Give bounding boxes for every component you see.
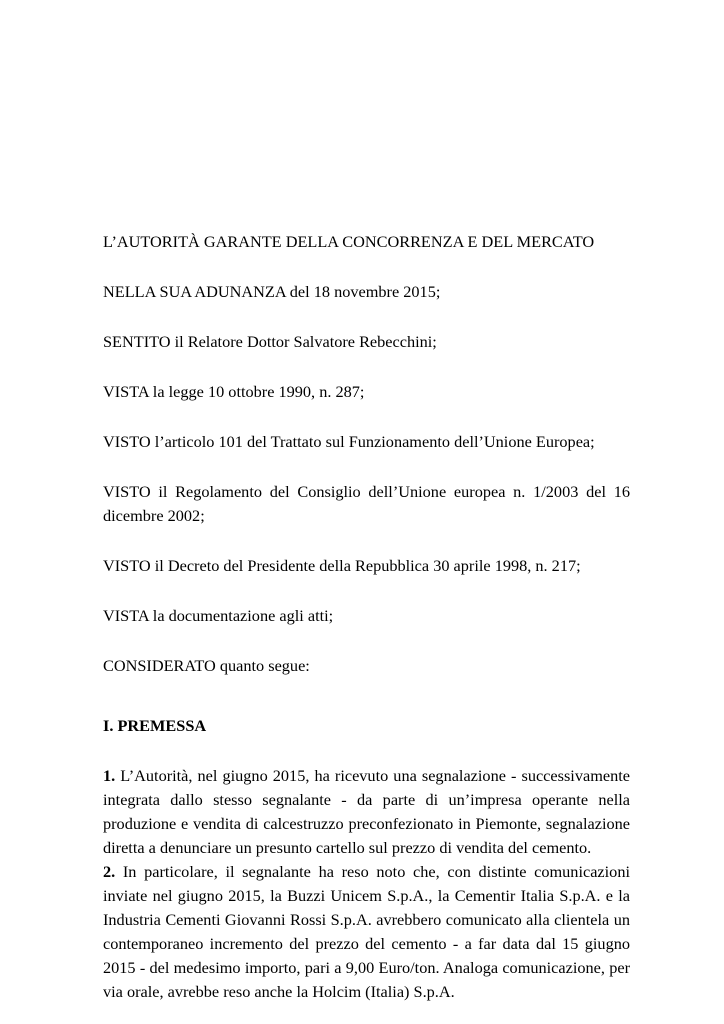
document-page	[103, 230, 630, 1004]
section-title: I. PREMESSA	[103, 716, 207, 735]
meeting-line: NELLA SUA ADUNANZA del 18 novembre 2015;	[103, 282, 441, 301]
paragraph-2-number: 2.	[103, 862, 116, 881]
law-line: VISTA la legge 10 ottobre 1990, n. 287;	[103, 382, 365, 401]
paragraph-1-text: L’Autorità, nel giugno 2015, ha ricevuto una segnalazione - successivamente integrata dallo stesso segnalante - da parte di un’impresa operante nella produzione e vendita di calcestruzzo preconfezionato in Piemonte, segnalazione diretta a denunciare un presunto cartello sul prezzo di vendita del cemento.	[103, 766, 630, 857]
treaty-article-line: VISTO l’articolo 101 del Trattato sul Funzionamento dell’Unione Europea;	[103, 432, 595, 451]
paragraph-2-text: In particolare, il segnalante ha reso noto che, con distinte comunicazioni inviate nel giugno 2015, la Buzzi Unicem S.p.A., la Cementir Italia S.p.A. e la Industria Cementi Giovanni Rossi S.p.A. avrebbero comunicato alla clientela un contemporaneo incremento del prezzo del cemento - a far data dal 15 giugno 2015 - del medesimo importo, pari a 9,00 Euro/ton. Analoga comunicazione, per via orale, avrebbe reso anche la Holcim (Italia) S.p.A.	[103, 862, 630, 1001]
paragraph-1-number: 1.	[103, 766, 116, 785]
authority-heading: L’AUTORITÀ GARANTE DELLA CONCORRENZA E DEL MERCATO	[103, 232, 595, 251]
paragraph-2	[103, 860, 630, 1004]
rapporteur-line: SENTITO il Relatore Dottor Salvatore Rebecchini;	[103, 332, 437, 351]
decree-line: VISTO il Decreto del Presidente della Repubblica 30 aprile 1998, n. 217;	[103, 556, 581, 575]
considered-line: CONSIDERATO quanto segue:	[103, 656, 310, 675]
documentation-line: VISTA la documentazione agli atti;	[103, 606, 334, 625]
paragraph-1	[103, 764, 630, 860]
regulation-line: VISTO il Regolamento del Consiglio dell’Unione europea n. 1/2003 del 16 dicembre 2002;	[103, 482, 630, 525]
